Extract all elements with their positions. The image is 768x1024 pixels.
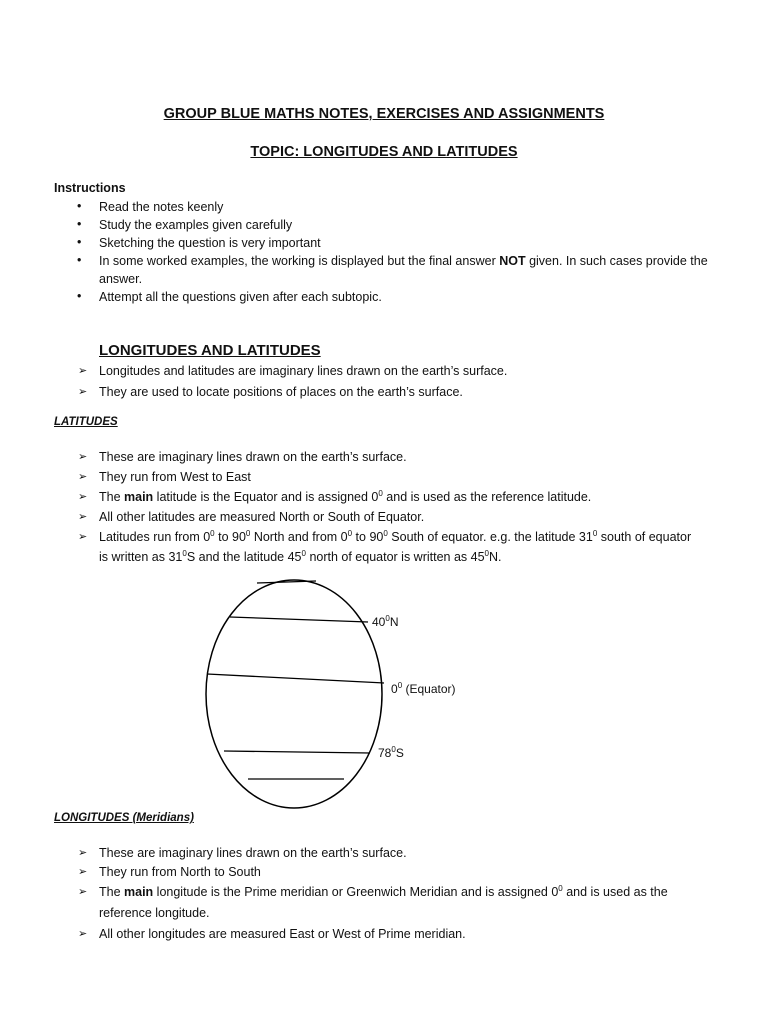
latitude-point: They run from West to East <box>99 470 251 484</box>
latitude-point: All other latitudes are measured North or South of Equator. <box>99 510 425 524</box>
instruction-item: In some worked examples, the working is displayed but the final answer NOT given. In such cases provide the <box>99 254 708 268</box>
section-heading: LONGITUDES AND LATITUDES <box>99 342 321 359</box>
instruction-item-continued: answer. <box>99 272 143 286</box>
latitude-line-40n <box>230 617 368 622</box>
emphasis-not: NOT <box>499 254 526 268</box>
globe-outline <box>206 580 382 808</box>
arrowhead-bullet-icon: ➢ <box>78 471 88 483</box>
instruction-item: Attempt all the questions given after each subtopic. <box>99 290 382 304</box>
longitude-point: They run from North to South <box>99 865 261 879</box>
longitude-point-continued: reference longitude. <box>99 906 210 920</box>
arrowhead-bullet-icon: ➢ <box>78 531 88 543</box>
label-equator: $0^0$ (Equator) <box>391 681 456 696</box>
arrowhead-bullet-icon: ➢ <box>78 451 88 463</box>
label-40n: $40^0N$ <box>372 614 399 629</box>
bullet-dot-icon: • <box>77 253 82 267</box>
bullet-dot-icon: • <box>77 235 82 249</box>
instruction-item: Read the notes keenly <box>99 200 224 214</box>
document-title: GROUP BLUE MATHS NOTES, EXERCISES AND ASSIGNMENTS <box>163 106 605 122</box>
latitude-point-continued: is written as $31^0S$ and the latitude $45^0$ north of equator is written as $45^0N$. <box>99 549 502 564</box>
arrowhead-bullet-icon: ➢ <box>78 928 88 940</box>
bullet-dot-icon: • <box>77 199 82 213</box>
latitude-line-78s <box>224 751 370 753</box>
longitudes-heading: LONGITUDES (Meridians) <box>54 812 194 824</box>
arrowhead-bullet-icon: ➢ <box>78 365 88 377</box>
longitude-point: The main longitude is the Prime meridian or Greenwich Meridian and is assigned $0^0$ and is used as the <box>99 884 668 899</box>
section-point: Longitudes and latitudes are imaginary lines drawn on the earth’s surface. <box>99 364 508 378</box>
latitude-line-equator <box>207 674 384 683</box>
topic-title: TOPIC: LONGITUDES AND LATITUDES <box>250 144 518 160</box>
longitude-point: All other longitudes are measured East or West of Prime meridian. <box>99 927 466 941</box>
arrowhead-bullet-icon: ➢ <box>78 491 88 503</box>
section-point: They are used to locate positions of places on the earth’s surface. <box>99 385 463 399</box>
instruction-item: Sketching the question is very important <box>99 236 321 250</box>
arrowhead-bullet-icon: ➢ <box>78 386 88 398</box>
instruction-item: Study the examples given carefully <box>99 218 293 232</box>
label-78s: $78^0S$ <box>378 745 404 760</box>
latitude-point: Latitudes run from $0^0$ to $90^0$ North and from $0^0$ to $90^0$ South of equator. e.g. the latitude $31^0$ south of equator <box>99 529 692 544</box>
bullet-dot-icon: • <box>77 289 82 303</box>
arrowhead-bullet-icon: ➢ <box>78 886 88 898</box>
arrowhead-bullet-icon: ➢ <box>78 866 88 878</box>
latitude-point: These are imaginary lines drawn on the earth’s surface. <box>99 450 407 464</box>
arrowhead-bullet-icon: ➢ <box>78 511 88 523</box>
longitude-point: These are imaginary lines drawn on the earth’s surface. <box>99 846 407 860</box>
instructions-heading: Instructions <box>54 181 126 195</box>
latitudes-heading: LATITUDES <box>54 416 118 428</box>
latitude-point: The main latitude is the Equator and is assigned $0^0$ and is used as the reference latitude. <box>99 489 592 504</box>
arrowhead-bullet-icon: ➢ <box>78 847 88 859</box>
bullet-dot-icon: • <box>77 217 82 231</box>
